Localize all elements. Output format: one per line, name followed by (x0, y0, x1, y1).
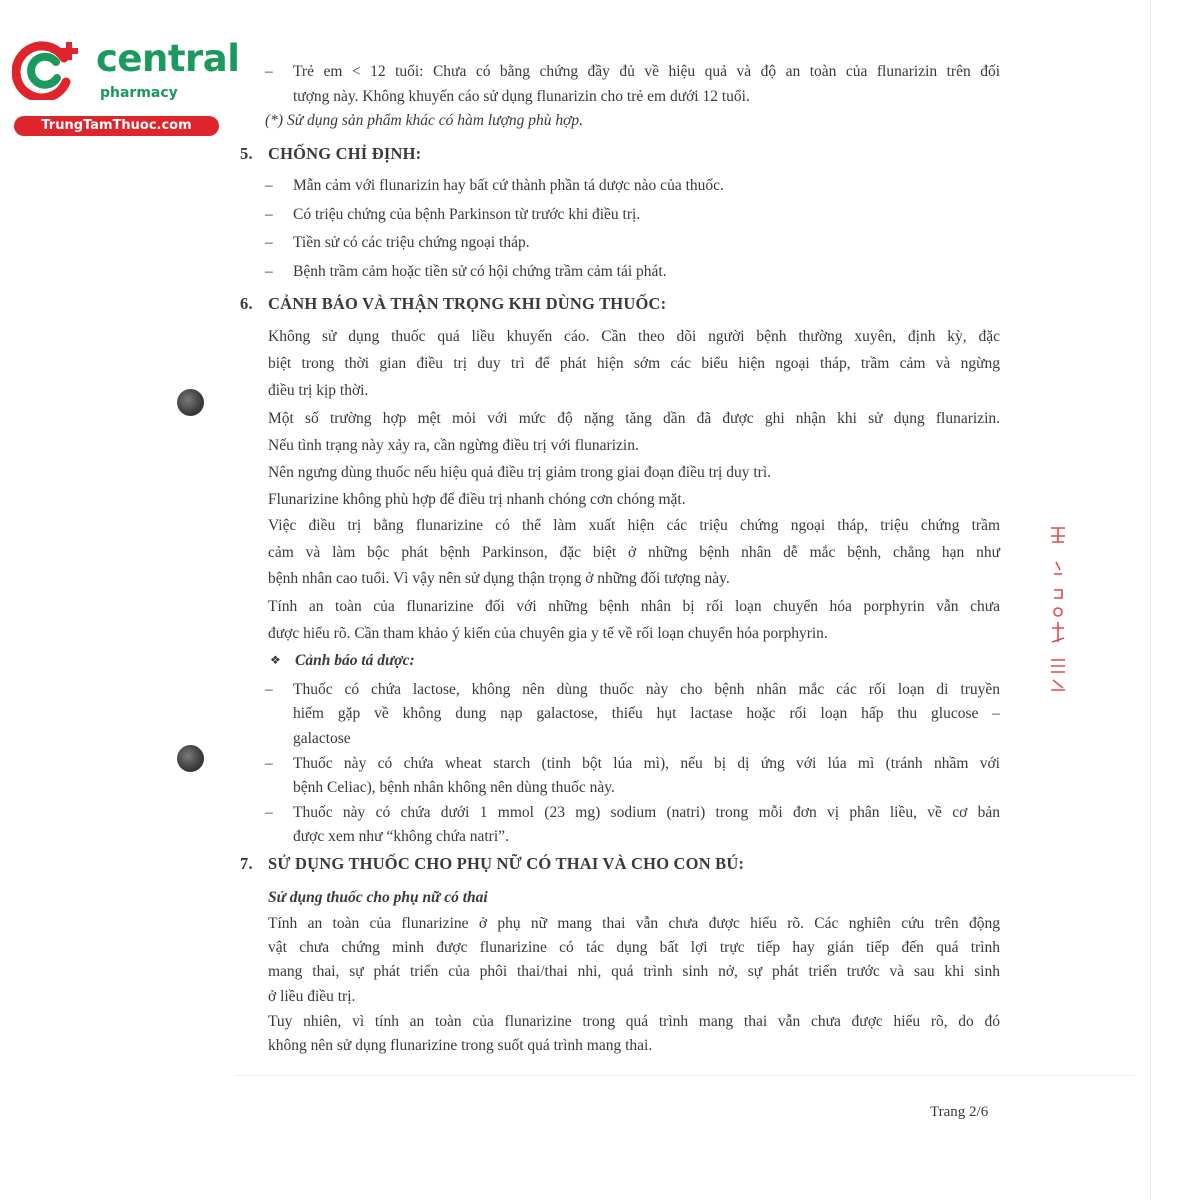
list-item-line: được xem như “không chứa natri”. (293, 828, 509, 845)
section-7-heading (240, 856, 744, 873)
page-number: Trang 2/6 (930, 1104, 989, 1120)
list-item: Tiền sử có các triệu chứng ngoại tháp. (293, 234, 530, 251)
section-title: SỬ DỤNG THUỐC CHO PHỤ NỮ CÓ THAI VÀ CHO CON BÚ: (268, 854, 745, 873)
list-dash: – (265, 63, 273, 80)
list-dash: – (265, 681, 273, 698)
paragraph-line: Nên ngưng dùng thuốc nếu hiệu quả điều trị giảm trong giai đoạn điều trị duy trì. (268, 464, 772, 481)
paragraph-line: Nếu tình trạng này xảy ra, cần ngừng điều trị với flunarizin. (268, 437, 639, 454)
list-item-line: tượng này. Không khuyến cáo sử dụng flunarizin cho trẻ em dưới 12 tuổi. (293, 88, 750, 105)
central-pharmacy-logo[interactable] (10, 36, 240, 136)
paragraph-line: cảm và làm bộc phát bệnh Parkinson, đặc biệt ở những bệnh nhân dễ mắc bệnh, chẳng hạn như (268, 544, 1000, 561)
page-edge (1150, 0, 1151, 1200)
page-edge-bottom (235, 1075, 1135, 1076)
paragraph-line: Tuy nhiên, vì tính an toàn của flunarizine trong quá trình mang thai vẫn chưa được hiểu rõ, do đó (268, 1013, 1000, 1030)
section-6-heading (240, 296, 666, 313)
paragraph-line: Một số trường hợp mệt mỏi với mức độ nặng tăng dần đã được ghi nhận khi sử dụng flunarizin. (268, 410, 1000, 427)
paragraph-line: điều trị kịp thời. (268, 382, 369, 399)
paragraph-line: Tính an toàn của flunarizine ở phụ nữ mang thai vẫn chưa được hiểu rõ. Các nghiên cứu trên động (268, 915, 1000, 932)
note-line: (*) Sử dụng sản phẩm khác có hàm lượng phù hợp. (265, 112, 584, 129)
section-number: 5. (240, 144, 253, 163)
list-item-line: hiếm gặp về không dung nạp galactose, thiếu hụt lactase hoặc rối loạn hấp thu glucose – (293, 705, 1000, 722)
logo-name: central (96, 37, 240, 80)
paragraph-line: không nên sử dụng flunarizine trong suốt quá trình mang thai. (268, 1037, 653, 1054)
paragraph-line: Tính an toàn của flunarizine đối với những bệnh nhân bị rối loạn chuyển hóa porphyrin vẫn chưa (268, 598, 1000, 615)
list-dash: – (265, 804, 273, 821)
list-item: Bệnh trầm cảm hoặc tiền sử có hội chứng trầm cảm tái phát. (293, 263, 667, 280)
red-stamp (1048, 520, 1068, 700)
list-item-line: Thuốc này có chứa wheat starch (tinh bột lúa mì), nếu bị dị ứng với lúa mì (tránh nhầm với (293, 755, 1000, 772)
section-5-heading (240, 146, 421, 163)
hole-punch-top (177, 389, 204, 416)
section-title: CHỐNG CHỈ ĐỊNH: (268, 144, 422, 163)
hole-punch-bottom (177, 745, 204, 772)
list-dash: – (265, 755, 273, 772)
list-item-line: Trẻ em < 12 tuổi: Chưa có bằng chứng đầy đủ về hiệu quả và độ an toàn của flunarizin trên đối (293, 63, 1000, 80)
diamond-bullet-icon: ❖ (270, 653, 281, 667)
paragraph-line: Flunarizine không phù hợp để điều trị nhanh chóng cơn chóng mặt. (268, 491, 686, 508)
logo-mark-icon (12, 38, 82, 100)
list-item: Có triệu chứng của bệnh Parkinson từ trước khi điều trị. (293, 206, 641, 223)
list-item: Mẫn cảm với flunarizin hay bất cứ thành phần tá dược nào của thuốc. (293, 177, 724, 194)
paragraph-line: ở liều điều trị. (268, 988, 356, 1005)
section-number: 7. (240, 854, 253, 873)
paragraph-line: mang thai, sự phát triển của phôi thai/thai nhi, quá trình sinh nở, sự phát triển trước và sau khi sinh (268, 963, 1000, 980)
list-dash: – (265, 206, 273, 223)
paragraph-line: biệt trong thời gian điều trị duy trì để phát hiện sớm các biểu hiện ngoại tháp, trầm cảm và ngừng (268, 355, 1000, 372)
list-item-line: Thuốc này có chứa dưới 1 mmol (23 mg) sodium (natri) trong mỗi đơn vị phân liều, về cơ bản (293, 804, 1000, 821)
list-item-line: Thuốc có chứa lactose, không nên dùng thuốc này cho bệnh nhân mắc các rối loạn di truyền (293, 681, 1000, 698)
paragraph-line: bệnh nhân cao tuổi. Vì vậy nên sử dụng thận trọng ở những đối tượng này. (268, 570, 730, 587)
subsection-title: Sử dụng thuốc cho phụ nữ có thai (268, 889, 488, 906)
list-dash: – (265, 263, 273, 280)
list-item-line: galactose (293, 730, 351, 747)
list-dash: – (265, 234, 273, 251)
paragraph-line: được hiểu rõ. Cần tham khảo ý kiến của chuyên gia y tế về rối loạn chuyển hóa porphyrin. (268, 625, 828, 642)
subsection-title: Cảnh báo tá dược: (295, 652, 415, 669)
logo-url-badge[interactable]: TrungTamThuoc.com (14, 116, 219, 136)
list-dash: – (265, 177, 273, 194)
section-number: 6. (240, 294, 253, 313)
paragraph-line: Việc điều trị bằng flunarizine có thể làm xuất hiện các triệu chứng ngoại tháp, triệu chứng trầm (268, 517, 1000, 534)
paragraph-line: Không sử dụng thuốc quá liều khuyến cáo. Cần theo dõi người bệnh thường xuyên, định kỳ, đặc (268, 328, 1000, 345)
list-item-line: bệnh Celiac), bệnh nhân không nên dùng thuốc này. (293, 779, 615, 796)
logo-subtitle: pharmacy (100, 85, 178, 101)
section-title: CẢNH BÁO VÀ THẬN TRỌNG KHI DÙNG THUỐC: (268, 294, 667, 313)
paragraph-line: vật chưa chứng minh được flunarizine có tác dụng bất lợi trực tiếp hay gián tiếp đến quá trình (268, 939, 1000, 956)
